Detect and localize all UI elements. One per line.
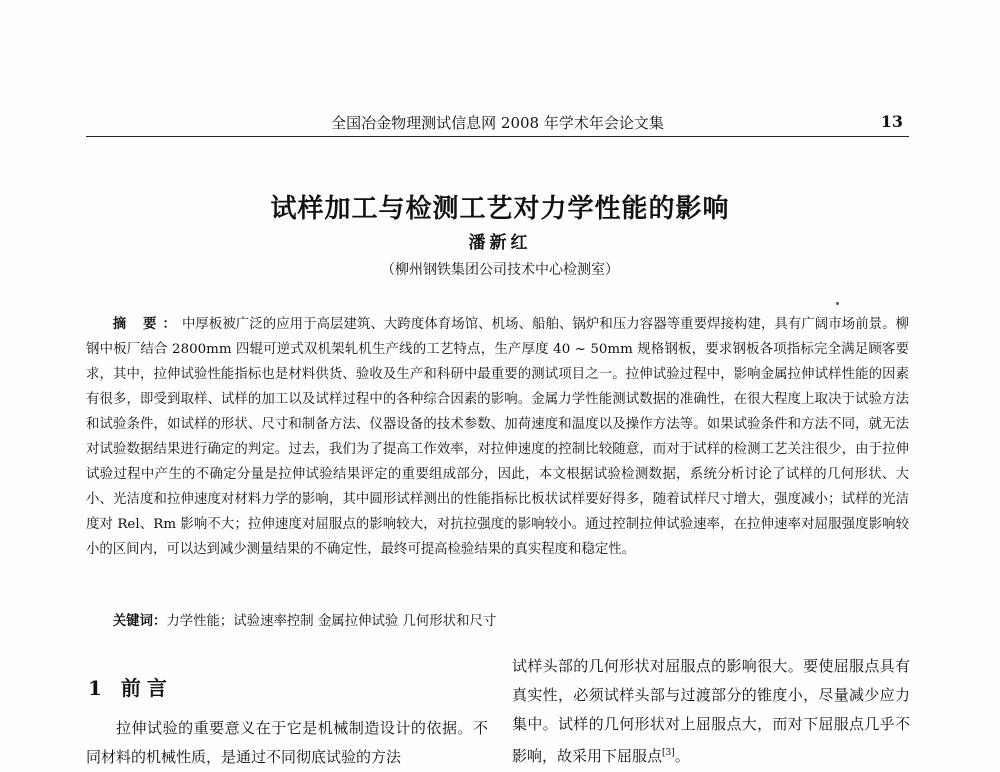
abstract-text: 中厚板被广泛的应用于高层建筑、大跨度体育场馆、机场、船舶、锅炉和压力容器等重要焊接构建，具有广阔市场前景。柳钢中板厂结合 2800mm 四辊可逆式双机架轧机生产线的工艺特点，生产厚度 40 ~ 50mm 规格钢板，要求钢板各项指标完全满足顾客要求，其中，拉伸试验性能指标也是材料供货、验收及生产和科研中最重要的测试项目之一。拉伸试验过程中，影响金属拉伸试样性能的因素有很多，即受到取样、试样的加工以及试样过程中的各种综合因素的影响。金属力学性能测试数据的准确性，在很大程度上取决于试验方法和试验条件，如试样的形状、尺寸和制备方法、仪器设备的技术参数、加荷速度和温度以及操作方法等。如果试验条件和方法不同，就无法对试验数据结果进行确定的判定。过去，我们为了提高工作效率，对拉伸速度的控制比较随意，而对于试样的检测工艺关注很少，由于拉伸试验过程中产生的不确定分量是拉伸试验结果评定的重要组成部分，因此，本文根据试验检测数据，系统分析讨论了试样的几何形状、大小、光洁度和拉伸速度对材料力学的影响，其中圆形试样测出的性能指标比板状试样要好得多，随着试样尺寸增大，强度减小；试样的光洁度对 Rel、Rm 影响不大；拉伸速度对屈服点的影响较大，对抗拉强度的影响较小。通过控制拉伸试验速率，在拉伸速率对屈服强度影响较小的区间内，可以达到减少测量结果的不确定性，最终可提高检验结果的真实程度和稳定性。 bbox=[86, 317, 909, 557]
section-heading: 1 前言 bbox=[88, 676, 173, 700]
abstract bbox=[86, 312, 909, 562]
keywords bbox=[86, 610, 909, 629]
journal-title: 全国冶金物理测试信息网 2008 年学术年会论文集 bbox=[331, 114, 664, 132]
body-right-column bbox=[512, 652, 910, 771]
body-right-text: 试样头部的几何形状对屈服点的影响很大。要使屈服点具有真实性，必须试样头部与过渡部分的锥度小，尽量减少应力集中。试样的几何形状对上屈服点大，而对下屈服点几乎不影响，故采用下屈服点 bbox=[512, 657, 910, 765]
page-number: 13 bbox=[880, 112, 903, 131]
abstract-label: 摘 要： bbox=[112, 316, 182, 332]
paper-title: 试样加工与检测工艺对力学性能的影响 bbox=[270, 194, 730, 224]
keywords-label: 关键词： bbox=[112, 613, 167, 629]
keywords-text: 力学性能；试验速率控制 金属拉伸试验 几何形状和尺寸 bbox=[166, 614, 497, 629]
author-affiliation: （柳州钢铁集团公司技术中心检测室） bbox=[381, 262, 619, 278]
running-header bbox=[86, 110, 909, 137]
citation-ref: [3] bbox=[662, 748, 675, 758]
body-right-tail: 。 bbox=[674, 747, 690, 765]
author-name: 潘新红 bbox=[468, 233, 532, 253]
body-left-column: 拉伸试验的重要意义在于它是机械制造设计的依据。不同材料的机械性质，是通过不同彻底试验的方法 bbox=[86, 719, 488, 766]
scan-speck bbox=[836, 302, 839, 305]
